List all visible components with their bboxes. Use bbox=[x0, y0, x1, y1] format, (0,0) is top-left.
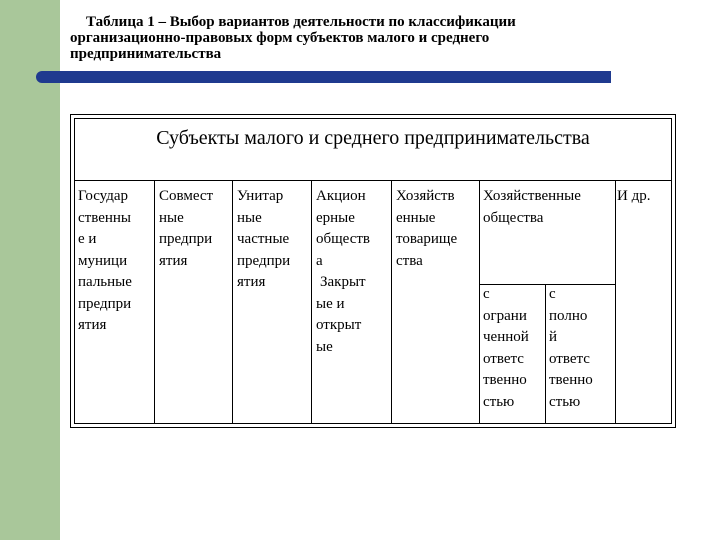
subcolumn-full-liability: с полно й ответс твенно стью bbox=[549, 286, 593, 410]
column-other: И др. bbox=[617, 188, 651, 204]
column-unitary-private: Унитар ные частные предпри ятия bbox=[237, 188, 291, 290]
classification-table bbox=[70, 114, 676, 428]
column-divider bbox=[311, 181, 312, 423]
column-business-companies: Хозяйственные общества bbox=[483, 188, 581, 226]
column-divider bbox=[391, 181, 392, 423]
column-state-municipal: Государ ственны е и муници пальные предпри ятия bbox=[78, 188, 132, 333]
title-underline bbox=[36, 71, 611, 83]
column-joint-ventures: Совмест ные предпри ятия bbox=[159, 188, 214, 269]
table-body bbox=[74, 118, 672, 424]
column-divider bbox=[154, 181, 155, 423]
column-joint-stock bbox=[313, 181, 391, 423]
column-divider bbox=[232, 181, 233, 423]
table-header: Субъекты малого и среднего предпринимательства bbox=[75, 119, 671, 181]
column-joint-stock-label: Акцион ерные обществ а bbox=[316, 188, 371, 269]
page-title: Таблица 1 – Выбор вариантов деятельности по классификации организационно-правовых форм субъектов малого и среднего предпринимательства bbox=[70, 14, 516, 62]
subcolumn-limited-liability: с ограни ченной ответс твенно стью bbox=[483, 286, 529, 410]
column-partnerships: Хозяйств енные товарище ства bbox=[396, 188, 458, 269]
column-joint-stock-types: Закрыт ые и открыт ые bbox=[316, 274, 366, 355]
